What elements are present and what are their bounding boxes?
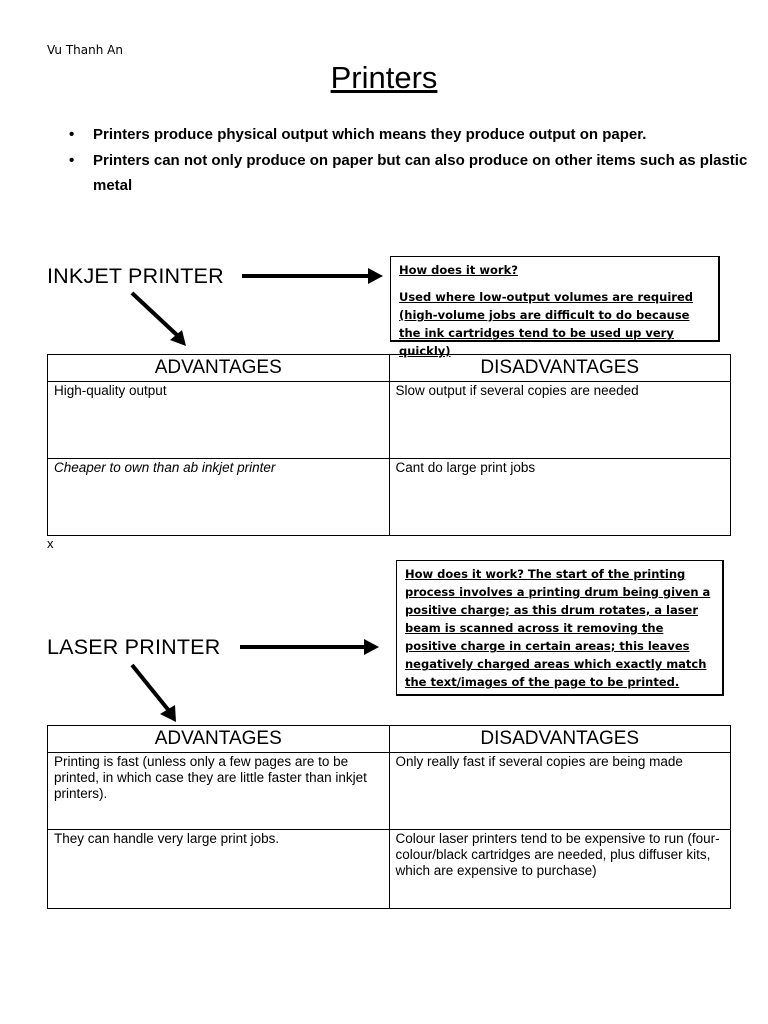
table-cell: They can handle very large print jobs. [48, 830, 390, 909]
down-right-arrow-icon [128, 662, 182, 724]
down-right-arrow-icon [128, 290, 192, 350]
table-cell: Cant do large print jobs [389, 459, 731, 536]
right-arrow-icon [238, 636, 383, 658]
info-question: How does it work? [399, 263, 518, 277]
table-cell: Colour laser printers tend to be expensive to run (four-colour/black cartridges are needed, plus diffuser kits, which are expensive to purchase) [389, 830, 731, 909]
author-name: Vu Thanh An [47, 43, 123, 57]
inkjet-info-box [390, 256, 720, 358]
table-row [48, 382, 731, 459]
advantages-header: ADVANTAGES [48, 726, 390, 753]
table-cell: Printing is fast (unless only a few pages are to be printed, in which case they are little faster than inkjet printers). [48, 753, 390, 830]
right-arrow-icon [240, 265, 385, 287]
bullet-text: Printers can not only produce on paper but can also produce on other items such as plastic metal [93, 152, 748, 194]
table-row [48, 830, 731, 909]
info-text: Used where low-output volumes are required (high-volume jobs are difficult to do because the ink cartridges tend to be used up very quickly) [399, 290, 693, 358]
table-cell: High-quality output [48, 382, 390, 459]
info-text: How does it work? The start of the printing process involves a printing drum being given a positive charge; as this drum rotates, a laser beam is scanned across it removing the positive charge in certain areas; this leaves negatively charged areas which exactly match the text/images of the page to be printed. [405, 567, 711, 689]
inkjet-table [47, 354, 731, 536]
bullet-item [68, 148, 748, 198]
disadvantages-header: DISADVANTAGES [389, 726, 731, 753]
intro-bullet-list [68, 122, 748, 199]
stray-mark: x [47, 536, 54, 551]
page-title: Printers [330, 60, 438, 95]
bullet-dot-icon: • [69, 152, 75, 169]
disadvantages-header: DISADVANTAGES [389, 355, 731, 382]
table-row [48, 459, 731, 536]
bullet-item [68, 122, 748, 147]
bullet-text: Printers produce physical output which means they produce output on paper. [93, 126, 647, 143]
advantages-header: ADVANTAGES [48, 355, 390, 382]
table-cell: Cheaper to own than ab inkjet printer [48, 459, 390, 536]
laser-info-box [396, 560, 724, 696]
inkjet-heading: INKJET PRINTER [47, 264, 224, 288]
table-row [48, 753, 731, 830]
bullet-dot-icon: • [69, 126, 75, 143]
table-cell: Only really fast if several copies are being made [389, 753, 731, 830]
laser-heading: LASER PRINTER [47, 635, 221, 659]
laser-table [47, 725, 731, 909]
table-cell: Slow output if several copies are needed [389, 382, 731, 459]
